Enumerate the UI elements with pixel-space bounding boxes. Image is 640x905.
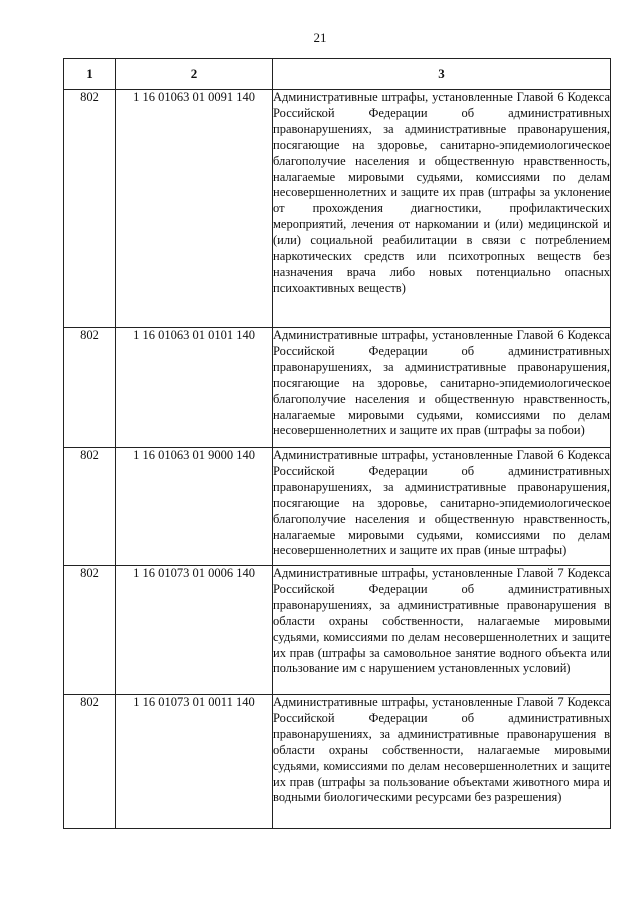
description-cell: Административные штрафы, установленные Главой 6 Кодекса Российской Федерации об административных правонарушениях, за административные правонарушения, посягающие на здоровье, санитарно-эпидемиологическое благополучие населения и общественную нравственность, налагаемые мировыми судьями, комиссиями по делам несовершеннолетних и защите их прав (штрафы за уклонение от прохождения диагностики, профилактических мероприятий, лечения от наркомании и (или) медицинской и (или) социальной реабилитации в связи с потреблением наркотических средств или психотропных веществ без назначения врача либо новых потенциально опасных психоактивных веществ) [273, 90, 611, 328]
description-cell: Административные штрафы, установленные Главой 6 Кодекса Российской Федерации об административных правонарушениях, за административные правонарушения, посягающие на здоровье, санитарно-эпидемиологическое благополучие населения и общественную нравственность, налагаемые мировыми судьями, комиссиями по делам несовершеннолетних и защите их прав (иные штрафы) [273, 448, 611, 566]
admin-code-cell: 802 [64, 448, 116, 566]
kbk-code-cell: 1 16 01063 01 0101 140 [116, 328, 273, 448]
table-header-row [64, 59, 611, 90]
page-number: 21 [313, 30, 327, 45]
table-row [64, 448, 611, 566]
column-header-3: 3 [273, 59, 611, 90]
table-row [64, 695, 611, 829]
column-header-1: 1 [64, 59, 116, 90]
column-header-2: 2 [116, 59, 273, 90]
description-cell: Административные штрафы, установленные Главой 7 Кодекса Российской Федерации об административных правонарушениях, за административные правонарушения в области охраны собственности, налагаемые мировыми судьями, комиссиями по делам несовершеннолетних и защите их прав (штрафы за самовольное занятие водного объекта или пользование им с нарушением установленных условий) [273, 566, 611, 695]
admin-code-cell: 802 [64, 328, 116, 448]
admin-code-cell: 802 [64, 695, 116, 829]
table-row [64, 328, 611, 448]
budget-codes-table [63, 58, 611, 829]
kbk-code-cell: 1 16 01063 01 9000 140 [116, 448, 273, 566]
kbk-code-cell: 1 16 01073 01 0011 140 [116, 695, 273, 829]
kbk-code-cell: 1 16 01063 01 0091 140 [116, 90, 273, 328]
admin-code-cell: 802 [64, 566, 116, 695]
table-row [64, 90, 611, 328]
description-cell: Административные штрафы, установленные Главой 7 Кодекса Российской Федерации об административных правонарушениях, за административные правонарушения в области охраны собственности, налагаемые мировыми судьями, комиссиями по делам несовершеннолетних и защите их прав (штрафы за пользование объектами животного мира и водными биологическими ресурсами без разрешения) [273, 695, 611, 829]
description-cell: Административные штрафы, установленные Главой 6 Кодекса Российской Федерации об административных правонарушениях, за административные правонарушения, посягающие на здоровье, санитарно-эпидемиологическое благополучие населения и общественную нравственность, налагаемые мировыми судьями, комиссиями по делам несовершеннолетних и защите их прав (штрафы за побои) [273, 328, 611, 448]
table-row [64, 566, 611, 695]
admin-code-cell: 802 [64, 90, 116, 328]
kbk-code-cell: 1 16 01073 01 0006 140 [116, 566, 273, 695]
